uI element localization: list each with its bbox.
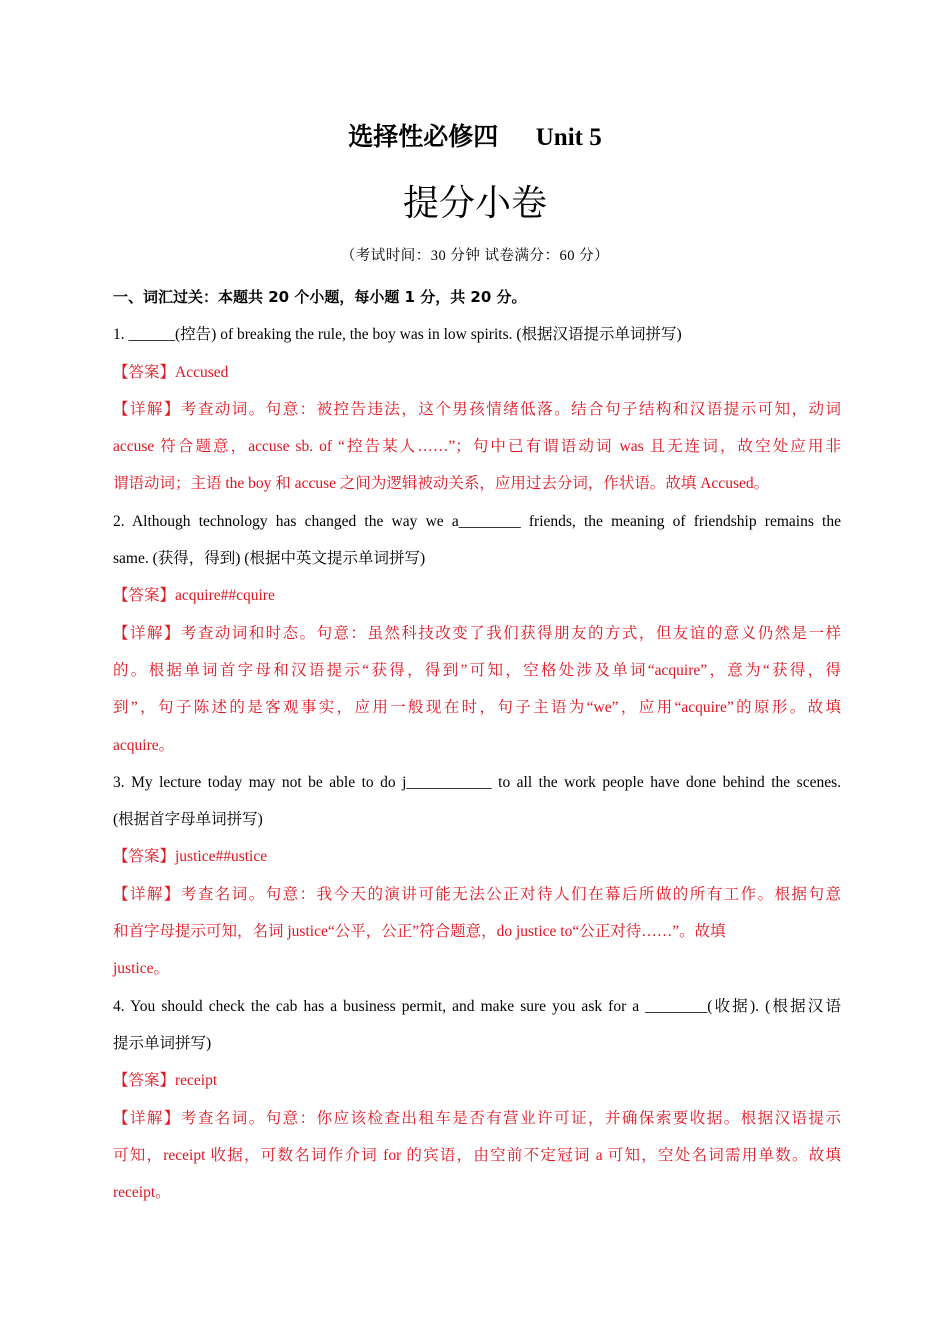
exam-info: （考试时间：30 分钟 试卷满分：60 分） (340, 248, 610, 264)
explanation-text: 【详解】考查名词。句意：你应该检查出租车是否有营业许可证，并确保索要收据。根据汉语提示 (113, 1109, 841, 1127)
content (113, 279, 841, 1211)
question-text: 4. You should check the cab has a business permit, and make sure you ask for a ________(收据). (根据汉语 (113, 997, 841, 1015)
question-text: 3. My lecture today may not be able to do j___________ to all the work people have done behind the scenes. (113, 773, 841, 791)
question-text: 提示单词拼写) (113, 1034, 212, 1052)
explanation-text: 【详解】考查动词和时态。句意：虽然科技改变了我们获得朋友的方式，但友谊的意义仍然是一样 (113, 624, 841, 642)
page-subtitle: 提分小卷 (402, 183, 547, 224)
question-block (113, 988, 841, 1212)
explanation-text: justice。 (113, 960, 169, 978)
answer-text: 【答案】justice##ustice (113, 848, 268, 866)
answer-text: 【答案】acquire##cquire (113, 587, 275, 605)
answer-text: 【答案】receipt (113, 1072, 218, 1090)
answer-text: 【答案】Accused (113, 363, 229, 381)
explanation-text: 【详解】考查名词。句意：我今天的演讲可能无法公正对待人们在幕后所做的所有工作。根据句意 (113, 885, 841, 903)
question-text: 1. ______(控告) of breaking the rule, the boy was in low spirits. (根据汉语提示单词拼写) (113, 326, 682, 344)
question-block (113, 764, 841, 988)
explanation-text: 谓语动词；主语 the boy 和 accuse 之间为逻辑被动关系，应用过去分词，作状语。故填 Accused。 (113, 475, 770, 493)
explanation-text: acquire。 (113, 736, 175, 754)
explanation-text: 【详解】考查动词。句意：被控告违法，这个男孩情绪低落。结合句子结构和汉语提示可知，动词 (113, 400, 841, 418)
question-text: (根据首字母单词拼写) (113, 811, 263, 829)
section-heading: 一、词汇过关：本题共 20 个小题，每小题 1 分，共 20 分。 (113, 288, 527, 306)
explanation-text: 可知，receipt 收据，可数名词作介词 for 的宾语，由空前不定冠词 a 可知，空处名词需用单数。故填 (113, 1146, 841, 1164)
question-text: 2. Although technology has changed the way we a________ friends, the meaning of friendship remains the (113, 512, 841, 530)
question-block (113, 503, 841, 764)
question-text: same. (获得，得到) (根据中英文提示单词拼写) (113, 550, 426, 568)
explanation-text: accuse 符合题意，accuse sb. of “控告某人……”；句中已有谓语动词 was 且无连词，故空处应用非 (113, 438, 841, 456)
question-block (113, 316, 841, 502)
page-title: 选择性必修四 Unit 5 (348, 124, 602, 151)
explanation-text: 和首字母提示可知，名词 justice“公平，公正”符合题意，do justice to“公正对待……”。故填 (113, 923, 726, 941)
explanation-text: receipt。 (113, 1184, 171, 1202)
explanation-text: 的。根据单词首字母和汉语提示“获得，得到”可知，空格处涉及单词“acquire”，意为“获得，得 (113, 661, 841, 679)
explanation-text: 到”，句子陈述的是客观事实，应用一般现在时，句子主语为“we”，应用“acquire”的原形。故填 (113, 699, 841, 717)
